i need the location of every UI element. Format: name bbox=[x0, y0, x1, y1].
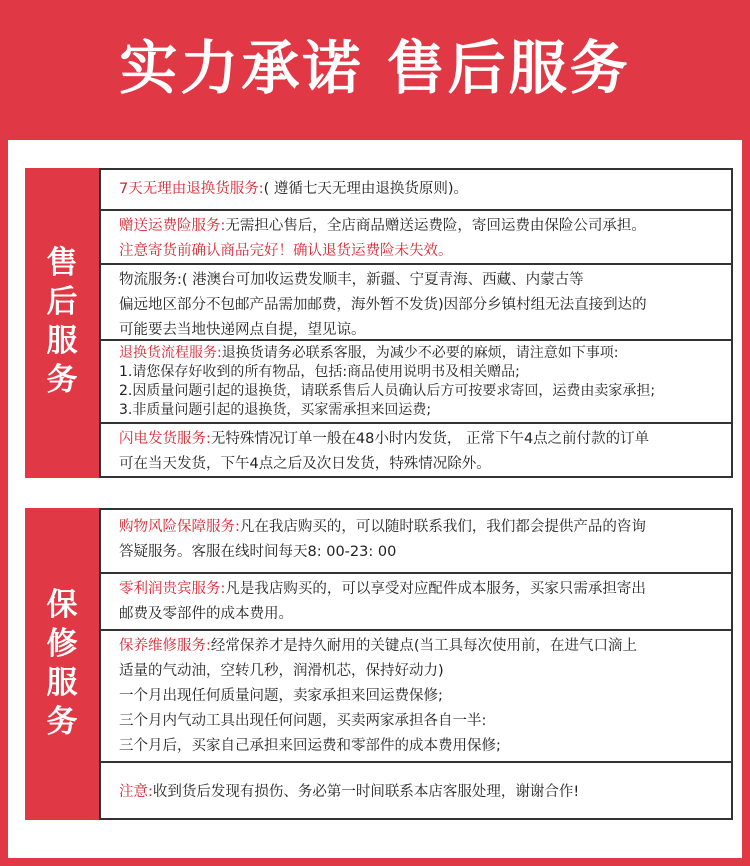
service-text: 三个月后，买家自己承担来回运费和零部件的成本费用保修; bbox=[119, 738, 501, 754]
service-text: 凡是我店购买的，可以享受对应配件成本服务，买家只需承担寄出 bbox=[225, 581, 646, 597]
service-label: 退换货流程服务: bbox=[119, 345, 222, 361]
service-table bbox=[99, 168, 733, 478]
service-text: 经常保养才是持久耐用的关键点(当工具每次使用前，在进气口滴上 bbox=[210, 638, 638, 654]
service-row-return-process bbox=[101, 341, 731, 424]
service-row-insurance bbox=[101, 211, 731, 265]
service-text: 可能要去当地快递网点自提，望见谅。 bbox=[119, 322, 366, 338]
warranty-table bbox=[99, 508, 733, 820]
service-row-logistics bbox=[101, 265, 731, 341]
side-label-char: 保 bbox=[46, 587, 78, 623]
warranty-row-vip bbox=[101, 574, 731, 631]
service-text: 答疑服务。客服在线时间每天8: 00-23: 00 bbox=[119, 544, 397, 560]
service-label: 注意: bbox=[119, 784, 153, 800]
service-text: 3.非质量问题引起的退换货，买家需承担来回运费; bbox=[119, 402, 432, 418]
service-text: 退换货请务必联系客服，为减少不必要的麻烦，请注意如下事项: bbox=[221, 345, 619, 361]
side-label-char: 服 bbox=[46, 665, 78, 701]
service-label: 闪电发货服务: bbox=[119, 431, 211, 447]
side-label-char: 服 bbox=[46, 323, 78, 359]
side-label-char: 修 bbox=[46, 626, 78, 662]
warranty-row-risk bbox=[101, 510, 731, 574]
service-label: 7天无理由退换货服务: bbox=[119, 181, 264, 197]
service-text: 适量的气动油，空转几秒，润滑机芯，保持好动力) bbox=[119, 663, 444, 679]
service-text: 物流服务:( 港澳台可加收运费发顺丰，新疆、宁夏青海、西藏、内蒙古等 bbox=[119, 272, 584, 288]
service-label: 赠送运费险服务: bbox=[119, 218, 226, 234]
service-text: ( 遵循七天无理由退换货原则)。 bbox=[263, 181, 469, 197]
service-text: 2.因质量问题引起的退换货，请联系售后人员确认后方可按要求寄回，运费由卖家承担; bbox=[119, 383, 656, 399]
service-text: 凡在我店购买的，可以随时联系我们，我们都会提供产品的咨询 bbox=[239, 519, 646, 535]
service-text: 可在当天发货，下午4点之后及次日发货，特殊情况除外。 bbox=[119, 456, 491, 472]
side-label-char: 售 bbox=[46, 245, 78, 281]
side-label-char: 务 bbox=[46, 362, 78, 398]
service-text: 1.请您保存好收到的所有物品，包括:商品使用说明书及相关赠品; bbox=[119, 364, 520, 380]
service-row-return bbox=[101, 170, 731, 211]
after-sales-section bbox=[25, 168, 733, 478]
warranty-row-maintenance bbox=[101, 631, 731, 763]
service-text: 一个月出现任何质量问题，卖家承担来回运费保修; bbox=[119, 688, 443, 704]
page-title: 实力承诺 售后服务 bbox=[119, 34, 631, 102]
service-text: 注意寄货前确认商品完好！确认退货运费险未失效。 bbox=[119, 243, 453, 259]
content-panel bbox=[8, 140, 742, 858]
service-text: 邮费及零部件的成本费用。 bbox=[119, 606, 293, 622]
service-text: 无需担心售后，全店商品赠送运费险，寄回运费由保险公司承担。 bbox=[225, 218, 646, 234]
warranty-row-notice bbox=[101, 763, 731, 805]
service-label: 购物风险保障服务: bbox=[119, 519, 240, 535]
service-text: 偏远地区部分不包邮产品需加邮费，海外暂不发货)因部分乡镇村组无法直接到达的 bbox=[119, 297, 647, 313]
section-side-label bbox=[25, 508, 99, 820]
header-banner bbox=[0, 0, 750, 140]
service-label: 保养维修服务: bbox=[119, 638, 211, 654]
service-text: 三个月内气动工具出现任何问题，买卖两家承担各自一半: bbox=[119, 713, 487, 729]
side-label-char: 后 bbox=[46, 284, 78, 320]
service-row-shipping bbox=[101, 424, 731, 477]
side-label-char: 务 bbox=[46, 704, 78, 740]
service-text: 收到货后发现有损伤、务必第一时间联系本店客服处理，谢谢合作! bbox=[152, 784, 580, 800]
section-side-label bbox=[25, 168, 99, 478]
service-label: 零利润贵宾服务: bbox=[119, 581, 226, 597]
warranty-section bbox=[25, 508, 733, 820]
service-text: 无特殊情况订单一般在48小时内发货， 正常下午4点之前付款的订单 bbox=[210, 431, 650, 447]
